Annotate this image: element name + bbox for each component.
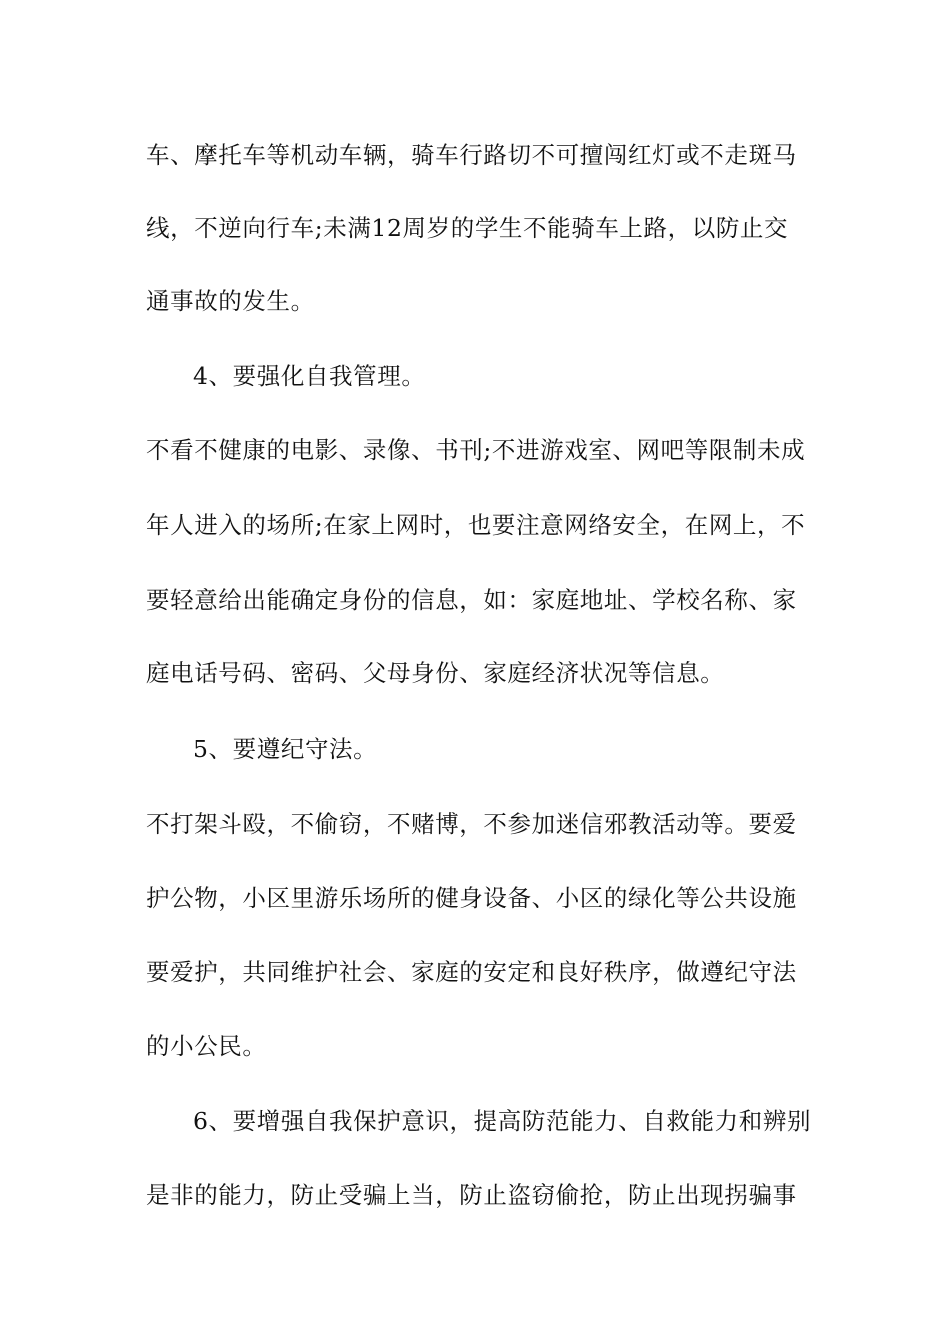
text-line: 护公物，小区里游乐场所的健身设备、小区的绿化等公共设施: [146, 884, 797, 912]
text-line: 庭电话号码、密码、父母身份、家庭经济状况等信息。: [146, 659, 725, 687]
text-line: 线，不逆向行车;未满12周岁的学生不能骑车上路，以防止交: [146, 214, 789, 242]
text-line: 车、摩托车等机动车辆，骑车行路切不可擅闯红灯或不走斑马: [146, 141, 797, 169]
text-line: 的小公民。: [146, 1032, 267, 1060]
text-line: 要轻意给出能确定身份的信息，如：家庭地址、学校名称、家: [146, 586, 797, 614]
section-heading-4: 4、要强化自我管理。: [193, 362, 426, 390]
text-line: 要爱护，共同维护社会、家庭的安定和良好秩序，做遵纪守法: [146, 958, 797, 986]
text-line: 通事故的发生。: [146, 287, 315, 315]
section-heading-5: 5、要遵纪守法。: [193, 735, 378, 763]
text-line: 不打架斗殴，不偷窃，不赌博，不参加迷信邪教活动等。要爱: [146, 810, 797, 838]
text-line: 不看不健康的电影、录像、书刊;不进游戏室、网吧等限制未成: [146, 436, 806, 464]
text-line: 是非的能力，防止受骗上当，防止盗窃偷抢，防止出现拐骗事: [146, 1181, 797, 1209]
text-line: 年人进入的场所;在家上网时，也要注意网络安全，在网上，不: [146, 511, 806, 539]
section-heading-6: 6、要增强自我保护意识，提高防范能力、自救能力和辨别: [193, 1107, 812, 1135]
